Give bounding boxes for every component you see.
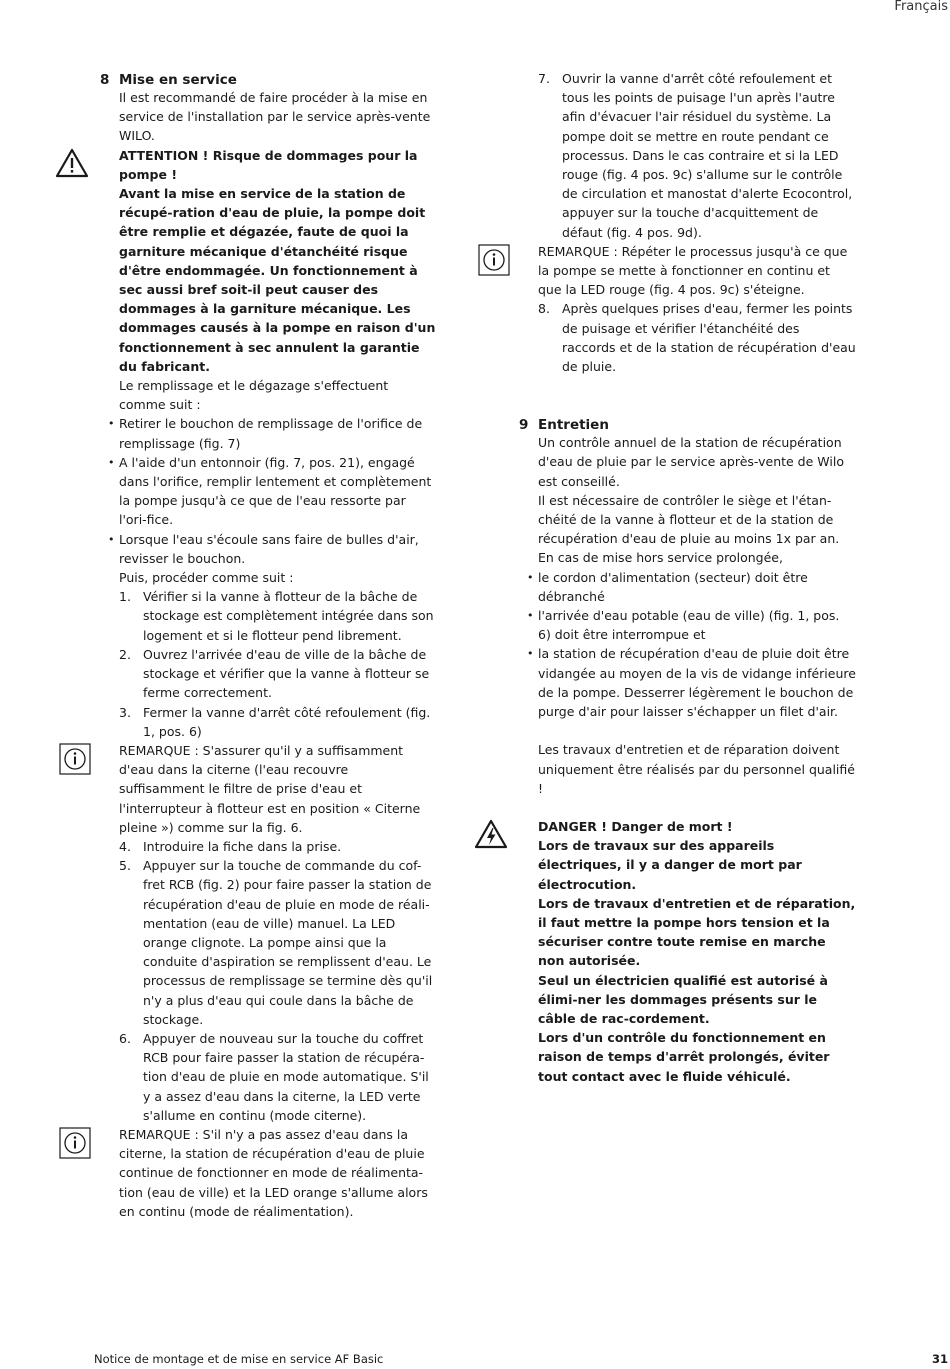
footer-title: Notice de montage et de mise en service AF Basic bbox=[94, 1352, 384, 1366]
remark-text: REMARQUE : Répéter le processus jusqu'à ce que la pompe se mette à fonctionner en continu et que la LED rouge (fig. 4 pos. 9c) s'éteigne. bbox=[538, 243, 848, 298]
steps-list bbox=[119, 837, 437, 1125]
step-number: 7. bbox=[538, 71, 550, 86]
list-item: • le cordon d'alimentation (secteur) doit être débranché bbox=[538, 568, 856, 606]
list-item bbox=[119, 703, 437, 741]
step-number: 5. bbox=[119, 858, 131, 874]
fill-intro: Le remplissage et le dégazage s'effectuent comme suit : bbox=[119, 378, 389, 413]
shutdown-list bbox=[538, 568, 856, 722]
attention-title: ATTENTION ! Risque de dommages pour la pompe ! bbox=[119, 147, 418, 182]
attention-text: Avant la mise en service de la station de récupé-ration d'eau de pluie, la pompe doit être remplie et dégazée, faute de quoi la garniture mécanique d'étanchéité risque d'être endommagée. Un fonctionnement à sec aussi bref soit-il peut causer des dommages à la garniture mécanique. Les dommages causés à la pompe en raison d'un fonctionnement à sec annulent la garantie du fabricant. bbox=[119, 186, 436, 374]
step-text: Appuyer sur la touche de commande du cof-fret RCB (fig. 2) pour faire passer la station de récupération d'eau de pluie en mode de réali-mentation (eau de ville) manuel. La LED orange clignote. La pompe ainsi que la conduite d'aspiration se remplissent d'eau. Le processus de remplissage se termine dès qu'il n'y a plus d'eau qui coule dans la bâche de stockage. bbox=[143, 858, 433, 1027]
step-text: Ouvrez l'arrivée d'eau de ville de la bâche de stockage et vérifier que la vanne à flotteur se ferme correctement. bbox=[143, 646, 430, 701]
electric-hazard-icon bbox=[474, 819, 508, 849]
section-number: 9 bbox=[519, 417, 529, 434]
maintenance-text: Les travaux d'entretien et de réparation doivent uniquement être réalisés par du personnel qualifié ! bbox=[538, 742, 855, 796]
list-item bbox=[119, 856, 437, 1029]
info-icon bbox=[59, 743, 91, 775]
then-text: Puis, procéder comme suit : bbox=[119, 570, 294, 586]
list-item: • Lorsque l'eau s'écoule sans faire de bulles d'air, revisser le bouchon. bbox=[119, 530, 437, 568]
list-item bbox=[119, 587, 437, 645]
step-text: Fermer la vanne d'arrêt côté refoulement (fig. 1, pos. 6) bbox=[143, 704, 431, 739]
list-item bbox=[119, 1029, 437, 1125]
maintenance-text: Un contrôle annuel de la station de récupération d'eau de pluie par le service après-vente de Wilo est conseillé. bbox=[538, 435, 844, 489]
danger-notice bbox=[538, 817, 856, 1086]
left-column bbox=[100, 69, 437, 1221]
step-text: Vérifier si la vanne à flotteur de la bâche de stockage est complètement intégrée dans son logement et si le flotteur pend librement. bbox=[143, 589, 434, 643]
remark-text: REMARQUE : S'assurer qu'il y a suffisamment d'eau dans la citerne (l'eau recouvre suffisamment le filtre de prise d'eau et l'interrupteur à flotteur est en position « Citerne pleine ») comme sur la fig. 6. bbox=[119, 742, 421, 835]
danger-text: Seul un électricien qualifié est autorisé à élimi-ner les dommages présents sur le câble de rac-cordement. bbox=[538, 972, 828, 1026]
steps-list bbox=[538, 69, 856, 242]
danger-title: DANGER ! Danger de mort ! bbox=[538, 818, 733, 834]
right-column bbox=[519, 69, 856, 1086]
list-item: • la station de récupération d'eau de pluie doit être vidangée au moyen de la vis de vidange inférieure de la pompe. Desserrer légèrement le bouchon de purge d'air pour laisser s'échapper un filet d'air. bbox=[538, 644, 856, 721]
info-icon bbox=[478, 244, 510, 276]
steps-list bbox=[538, 299, 856, 376]
step-text: Après quelques prises d'eau, fermer les points de puisage et vérifier l'étanchéité des raccords et de la station de récupération d'eau de pluie. bbox=[562, 301, 856, 375]
list-item bbox=[538, 299, 856, 376]
maintenance-text: Il est nécessaire de contrôler le siège et l'étan-chéité de la vanne à flotteur et de la station de récupération d'eau de pluie au moins 1x par an. bbox=[538, 492, 840, 547]
remark-notice bbox=[119, 741, 437, 837]
list-item: • A l'aide d'un entonnoir (fig. 7, pos. 21), engagé dans l'orifice, remplir lentement et complètement la pompe jusqu'à ce que de l'eau ressorte par l'ori-fice. bbox=[119, 453, 437, 530]
step-text: Appuyer de nouveau sur la touche du coffret RCB pour faire passer la station de récupéra-tion d'eau de pluie en mode automatique. S'il y a assez d'eau dans la citerne, la LED verte s'allume en continu (mode citerne). bbox=[143, 1030, 429, 1123]
step-text: Ouvrir la vanne d'arrêt côté refoulement et tous les points de puisage l'un après l'autre afin d'évacuer l'air résiduel du système. La pompe doit se mettre en route pendant ce processus. Dans le cas contraire et si la LED rouge (fig. 4 pos. 9c) s'allume sur le contrôle de circulation et manostat d'alerte Ecocontrol, appuyer sur la touche d'acquittement de défaut (fig. 4 pos. 9d). bbox=[562, 71, 853, 240]
maintenance-text: En cas de mise hors service prolongée, bbox=[538, 550, 783, 566]
attention-notice bbox=[119, 146, 437, 376]
step-number: 2. bbox=[119, 646, 131, 662]
remark-notice bbox=[538, 242, 856, 300]
remark-text: REMARQUE : S'il n'y a pas assez d'eau dans la citerne, la station de récupération d'eau de pluie continue de fonctionner en mode de réalimenta-tion (eau de ville) et la LED orange s'allume alors en continu (mode de réalimentation). bbox=[119, 1126, 428, 1219]
warning-icon bbox=[55, 148, 89, 178]
step-number: 6. bbox=[119, 1030, 131, 1046]
list-item: • l'arrivée d'eau potable (eau de ville) (fig. 1, pos. 6) doit être interrompue et bbox=[538, 606, 856, 644]
section-title: Mise en service bbox=[119, 72, 237, 88]
section-title: Entretien bbox=[538, 417, 609, 434]
section-number: 8 bbox=[100, 72, 110, 88]
danger-text: Lors d'un contrôle du fonctionnement en raison de temps d'arrêt prolongés, éviter tout contact avec le fluide véhiculé. bbox=[538, 1030, 830, 1084]
page-number: 31 bbox=[931, 1352, 948, 1366]
step-number: 3. bbox=[119, 704, 131, 720]
step-text: Introduire la fiche dans la prise. bbox=[143, 838, 342, 854]
language-label: Français bbox=[894, 0, 948, 14]
intro-text: Il est recommandé de faire procéder à la mise en service de l'installation par le service après-vente WILO. bbox=[119, 90, 431, 144]
section-9-heading bbox=[519, 414, 856, 434]
list-item bbox=[538, 69, 856, 242]
step-number: 4. bbox=[119, 838, 131, 854]
danger-text: Lors de travaux d'entretien et de réparation, il faut mettre la pompe hors tension et la sécuriser contre toute remise en marche non autorisée. bbox=[538, 895, 856, 969]
step-number: 8. bbox=[538, 301, 550, 317]
fill-steps-list bbox=[119, 414, 437, 568]
steps-list bbox=[119, 587, 437, 741]
section-8-heading bbox=[100, 69, 437, 88]
list-item bbox=[119, 837, 437, 856]
remark-notice bbox=[119, 1125, 437, 1221]
step-number: 1. bbox=[119, 589, 131, 605]
info-icon bbox=[59, 1127, 91, 1159]
list-item: • Retirer le bouchon de remplissage de l'orifice de remplissage (fig. 7) bbox=[119, 414, 437, 452]
danger-text: Lors de travaux sur des appareils électriques, il y a danger de mort par électrocution. bbox=[538, 838, 802, 892]
list-item bbox=[119, 645, 437, 703]
